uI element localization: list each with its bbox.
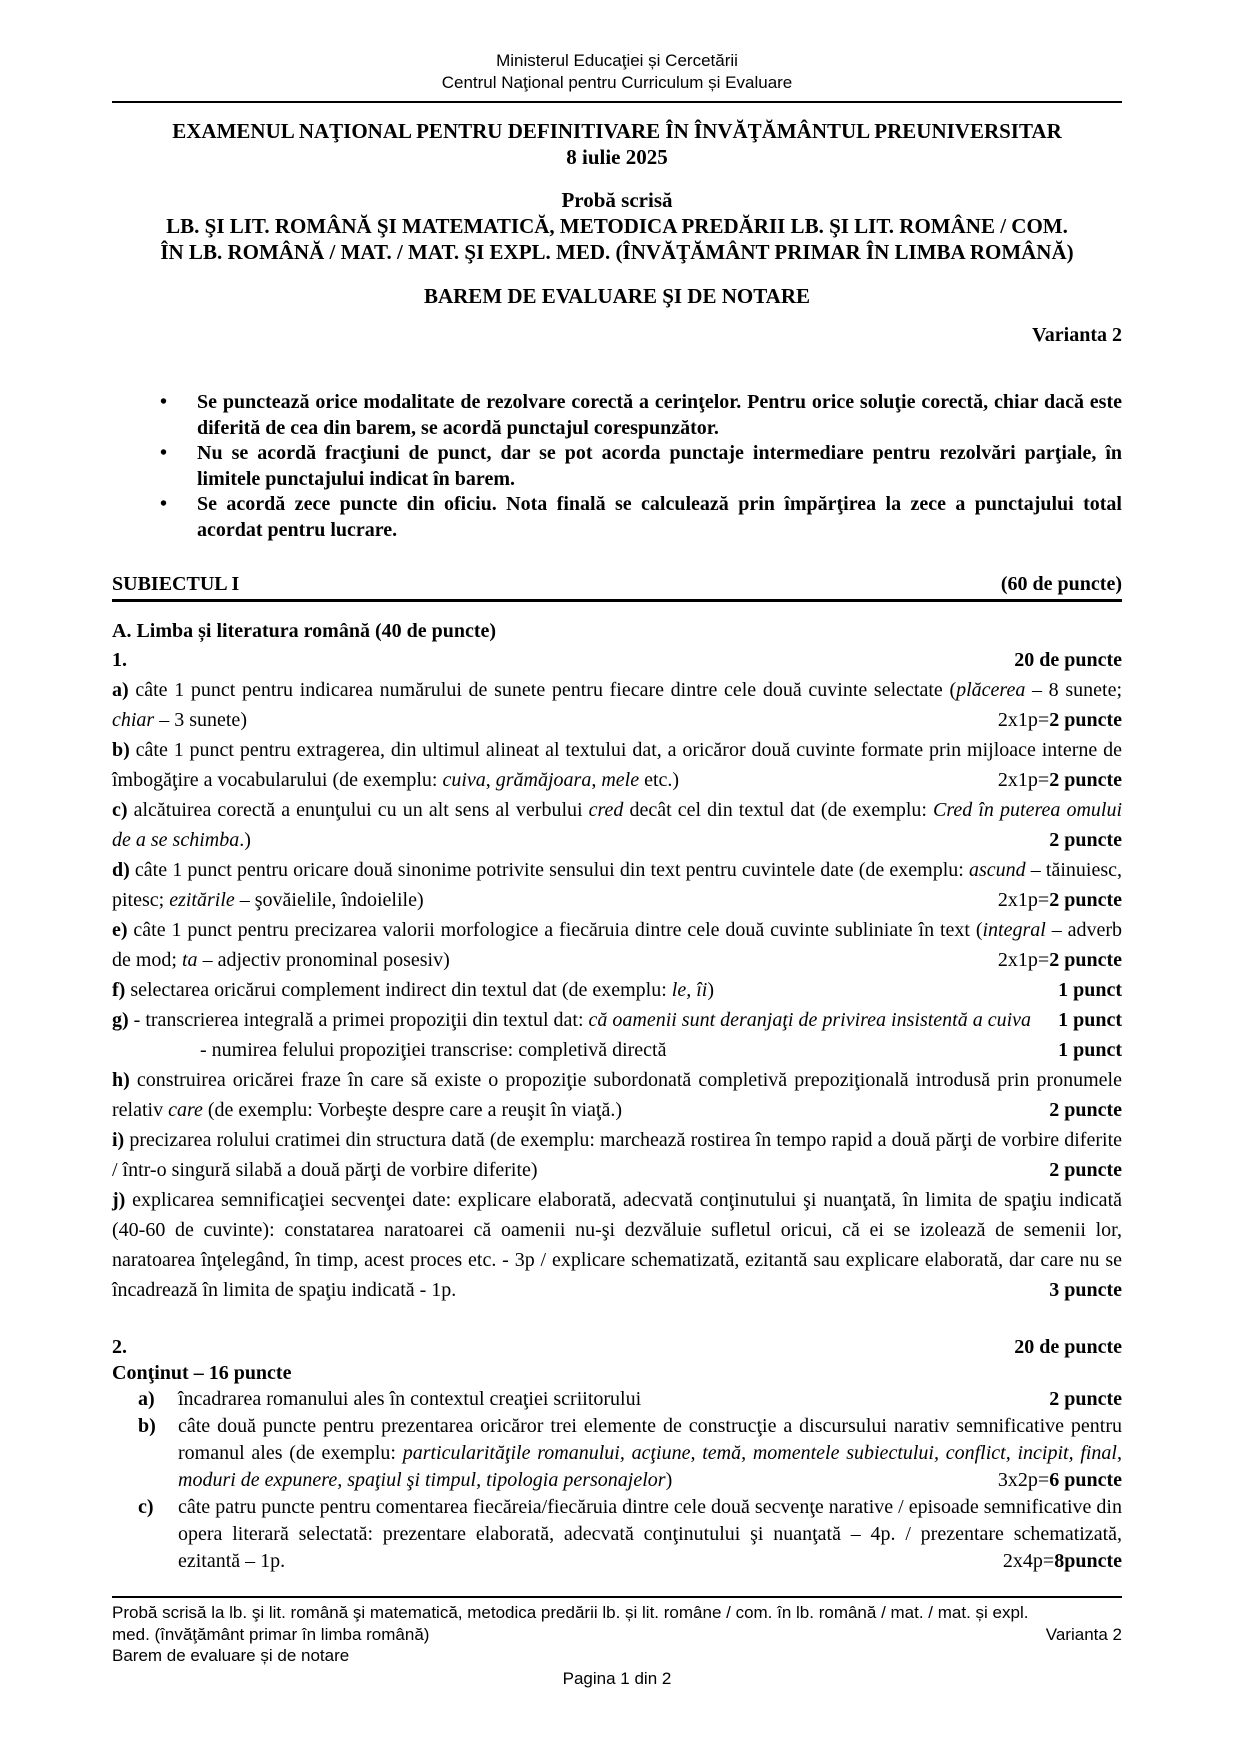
exam-title-block [112, 118, 1122, 170]
question1-header [112, 645, 1122, 675]
item-1b [112, 735, 1122, 795]
question2-header [112, 1334, 1122, 1360]
item-letter: b) [138, 1415, 156, 1437]
grading-note: • Nu se acordă fracţiuni de punct, dar se pot acorda punctaje intermediare pentru rezolvări parţiale, în limitele punctajului indicat în barem. [160, 442, 1122, 490]
section-a-title: A. Limba și literatura română (40 de puncte) [112, 620, 497, 642]
institution-header [112, 50, 1122, 94]
footer-variant: Varianta 2 [1045, 1624, 1122, 1644]
question1-items [112, 675, 1122, 1305]
question2-items [112, 1386, 1122, 1575]
subject-line-1: LB. ŞI LIT. ROMÂNĂ ŞI MATEMATICĂ, METODICA PREDĂRII LB. ŞI LIT. ROMÂNE / COM. [166, 214, 1068, 238]
item-text: e) câte 1 punct pentru precizarea valorii morfologice a fiecăruia dintre cele două cuvinte subliniate în text (integral – adverb de mod; ta – adjectiv pronominal posesiv) [112, 919, 1122, 971]
exam-title: EXAMENUL NAŢIONAL PENTRU DEFINITIVARE ÎN ÎNVĂŢĂMÂNTUL PREUNIVERSITAR [172, 119, 1062, 143]
item-2c [112, 1494, 1122, 1575]
item-points: 2x1p=2 puncte [997, 709, 1122, 731]
item-1f [112, 975, 1122, 1005]
bullet-icon: • [160, 442, 168, 464]
item-points: 2 puncte [1049, 829, 1122, 851]
item-letter: c) [138, 1496, 154, 1518]
bullet-icon: • [160, 493, 168, 515]
center-line: Centrul Naţional pentru Curriculum și Evaluare [441, 73, 793, 92]
item-points: 3 puncte [1049, 1279, 1122, 1301]
page-number: Pagina 1 din 2 [562, 1668, 672, 1688]
subiect1-points: (60 de puncte) [1000, 573, 1122, 595]
footer-line-3: Barem de evaluare și de notare [112, 1646, 350, 1665]
item-points: 1 punct [1058, 1039, 1122, 1061]
grading-note: • Se acordă zece puncte din oficiu. Nota finală se calculează prin împărţirea la zece a punctajului total acordat pentru lucrare. [160, 493, 1122, 541]
item-2b [112, 1413, 1122, 1494]
item-text: f) selectarea oricărui complement indirect din textul dat (de exemplu: le, îi) [112, 979, 714, 1001]
item-points: 2x1p=2 puncte [997, 769, 1122, 791]
item-text: g) - transcrierea integrală a primei propoziţii din textul dat: că oamenii sunt deranjaţi de privirea insistentă a cuiva [112, 1009, 1032, 1031]
item-text: h) construirea oricărei fraze în care să existe o propoziţie subordonată completivă prepoziţională introdusă prin pronumele relativ care (de exemplu: Vorbeşte despre care a reuşit în viaţă.) [112, 1069, 1122, 1121]
item-text: câte patru puncte pentru comentarea fiecăreia/fiecăruia dintre cele două secvenţe narative / episoade semnificative din opera literară selectată: prezentare elaborată, adecvată conţinutului şi nuanţată – 4p. / prezentare schematizată, ezitantă – 1p. [178, 1496, 1122, 1572]
item-1e [112, 915, 1122, 975]
item-points: 2x1p=2 puncte [997, 949, 1122, 971]
question1-points: 20 de puncte [1014, 649, 1122, 671]
item-text: c) alcătuirea corectă a enunţului cu un alt sens al verbului cred decât cel din textul dat (de exemplu: Cred în puterea omului de a se schimba.) [112, 799, 1122, 851]
subject-line-2: ÎN LB. ROMÂNĂ / MAT. / MAT. ŞI EXPL. MED. (ÎNVĂŢĂMÂNT PRIMAR ÎN LIMBA ROMÂNĂ) [160, 240, 1074, 264]
item-1j [112, 1185, 1122, 1305]
footer-rule [112, 1596, 1122, 1598]
item-points: 2 puncte [1049, 1159, 1122, 1181]
item-2a [112, 1386, 1122, 1413]
item-points: 3x2p=6 puncte [997, 1469, 1122, 1491]
proba-block [112, 187, 1122, 265]
proba-label: Probă scrisă [561, 188, 673, 212]
exam-date: 8 iulie 2025 [566, 145, 668, 169]
item-text: j) explicarea semnificaţiei secvenţei date: explicare elaborată, adecvată conţinutului şi nuanţată, în limita de spaţiu indicată (40-60 de cuvinte): constatarea naratoarei că oamenii nu-şi dezvăluie sufletul oricui, că ei se izolează de semenii lor, naratoarea înţelegând, în timp, acest proces etc. - 3p / explicare schematizată, ezitantă sau explicare elaborată, dar care nu se încadrează în limita de spaţiu indicată - 1p. [112, 1189, 1122, 1301]
variant-label: Varianta 2 [1032, 324, 1122, 346]
footer-line-2 [112, 1624, 1122, 1646]
item-points: 2x1p=2 puncte [997, 889, 1122, 911]
item-1d [112, 855, 1122, 915]
item-text: câte două puncte pentru prezentarea oricăror trei elemente de construcţie a discursului narativ semnificative pentru romanul ales (de exemplu: particularităţile romanului, acţiune, temă, momentele subiectului, conflict, incipit, final, moduri de expunere, spaţiul şi timpul, tipologia personajelor) [178, 1415, 1122, 1491]
item-points: 1 punct [1058, 979, 1122, 1001]
item-text: i) precizarea rolului cratimei din structura dată (de exemplu: marchează rostirea în tempo rapid a două părţi de vorbire diferite / într-o singură silabă a două părţi de vorbire diferite) [112, 1129, 1122, 1181]
grading-note: • Se punctează orice modalitate de rezolvare corectă a cerinţelor. Pentru orice soluţie corectă, chiar dacă este diferită de cea din barem, se acordă punctajul corespunzător. [160, 391, 1122, 439]
item-1g-2 [112, 1035, 1122, 1065]
item-1h [112, 1065, 1122, 1125]
question2-subtitle: Conţinut – 16 puncte [112, 1362, 292, 1384]
question1-label: 1. [112, 649, 127, 671]
ministry-line: Ministerul Educaţiei și Cercetării [496, 51, 738, 70]
bullet-icon: • [160, 391, 168, 413]
subiect1-title: SUBIECTUL I [112, 573, 240, 595]
question2-points: 20 de puncte [1014, 1336, 1122, 1358]
item-letter: a) [138, 1388, 155, 1410]
item-1a [112, 675, 1122, 735]
item-text: a) câte 1 punct pentru indicarea numărului de sunete pentru fiecare dintre cele două cuvinte selectate (plăcerea – 8 sunete; chiar – 3 sunete) [112, 679, 1122, 731]
item-text: - numirea felului propoziţiei transcrise: completivă directă [200, 1039, 667, 1061]
header-rule [112, 101, 1122, 103]
item-points: 1 punct [1058, 1009, 1122, 1031]
page-footer [112, 1602, 1122, 1689]
subiect1-header [112, 572, 1122, 602]
question2-label: 2. [112, 1336, 127, 1358]
item-1i [112, 1125, 1122, 1185]
barem-title: BAREM DE EVALUARE ŞI DE NOTARE [423, 284, 811, 308]
item-points: 2 puncte [1049, 1388, 1122, 1410]
grading-notes [112, 390, 1122, 543]
item-text: încadrarea romanului ales în contextul creaţiei scriitorului [178, 1388, 642, 1410]
item-1c [112, 795, 1122, 855]
footer-line-2-text: med. (învăţământ primar în limba română) [112, 1624, 430, 1644]
item-text: d) câte 1 punct pentru oricare două sinonime potrivite sensului din text pentru cuvintele date (de exemplu: ascund – tăinuiesc, pitesc; ezitările – şovăielile, îndoielile) [112, 859, 1122, 911]
item-points: 2x4p=8puncte [1002, 1550, 1122, 1572]
item-text: b) câte 1 punct pentru extragerea, din ultimul alineat al textului dat, a oricăror două cuvinte formate prin mijloace interne de îmbogăţire a vocabularului (de exemplu: cuiva, grămăjoara, mele etc.) [112, 739, 1122, 791]
footer-line-1: Probă scrisă la lb. şi lit. română şi matematică, metodica predării lb. și lit. române / com. în lb. română / mat. / mat. și expl. [112, 1603, 1029, 1622]
item-1g [112, 1005, 1122, 1035]
item-points: 2 puncte [1049, 1099, 1122, 1121]
